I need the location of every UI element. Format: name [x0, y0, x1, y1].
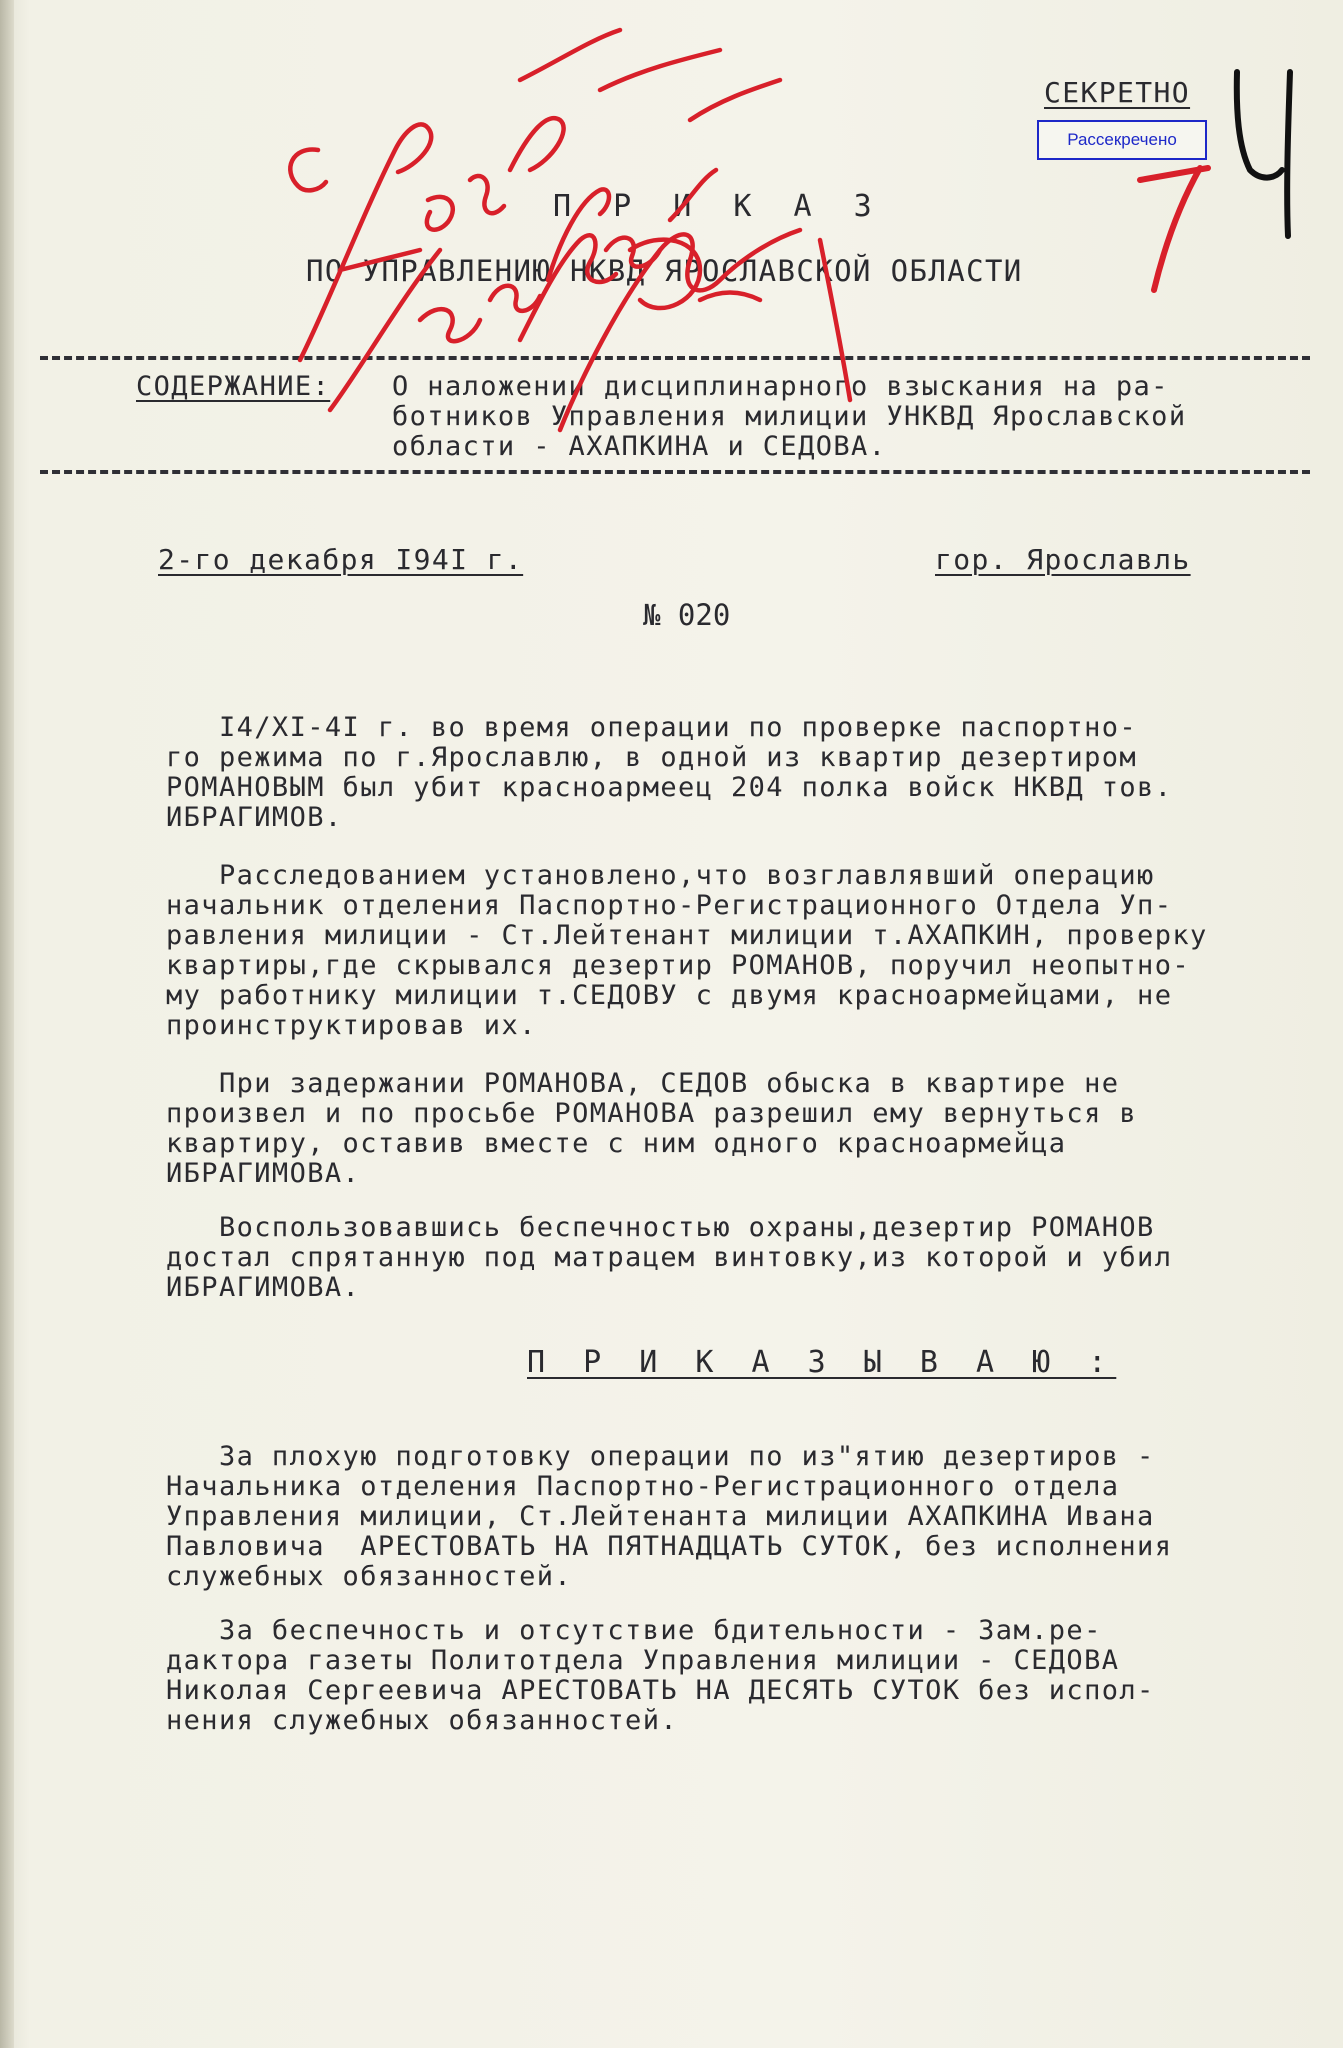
order-title: П Р И К А З	[553, 189, 884, 224]
paragraph-investigation: Расследованием установлено,что возглавлявший операцию начальник отделения Паспортно-Регистрационного Отдела Уп- равления милиции - Ст.Лейтенант милиции т.АХАПКИН, проверку квартиры,где скрывался дезертир РОМАНОВ, поручил неопытно- му работнику милиции т.СЕДОВУ с двумя красноармейцами, не проинструктировав их.	[166, 860, 1208, 1041]
content-text: О наложении дисциплинарного взыскания на ра- ботников Управления милиции УНКВД Ярославской области - АХАПКИНА и СЕДОВА.	[392, 371, 1187, 462]
red-pencil-stroke	[300, 118, 564, 360]
paragraph-escape: Воспользовавшись беспечностью охраны,дезертир РОМАНОВ достал спрятанную под матрацем винтовку,из которой и убил ИБРАГИМОВА.	[166, 1212, 1173, 1303]
red-pencil-stroke	[330, 170, 716, 410]
red-pencil-resolution	[290, 30, 1208, 430]
red-number-seven-icon	[1140, 168, 1208, 290]
red-pencil-stroke	[290, 150, 326, 191]
paragraph-order-akhapkin: За плохую подготовку операции по из"ятию дезертиров - Начальника отделения Паспортно-Регистрационного отдела Управления милиции, Ст.Лейтенанта милиции АХАПКИНА Ивана Павловича АРЕСТОВАТЬ НА ПЯТНАДЦАТЬ СУТОК, без исполнения служебных обязанностей.	[166, 1441, 1173, 1592]
order-subtitle: ПО УПРАВЛЕНИЮ НКВД ЯРОСЛАВСКОЙ ОБЛАСТИ	[306, 254, 1023, 288]
classification-mark: СЕКРЕТНО	[1044, 76, 1191, 109]
paragraph-order-sedov: За беспечность и отсутствие бдительности - Зам.ре- дактора газеты Политотдела Управления милиции - СЕДОВА Николая Сергеевича АРЕСТОВАТЬ НА ДЕСЯТЬ СУТОК без испол- нения служебных обязанностей.	[166, 1615, 1155, 1736]
paragraph-detention: При задержании РОМАНОВА, СЕДОВ обыска в квартире не произвел и по просьбе РОМАНОВА разрешил ему вернуться в квартиру, оставив вместе с ним одного красноармейца ИБРАГИМОВА.	[166, 1068, 1138, 1189]
order-heading: П Р И К А З Ы В А Ю :	[527, 1345, 1117, 1380]
content-label: СОДЕРЖАНИЕ:	[136, 371, 331, 402]
order-number: № 020	[643, 598, 731, 632]
sheet-number-four-icon	[1237, 72, 1290, 236]
black-marker-sheet-number	[1237, 72, 1290, 236]
red-pencil-stroke	[560, 230, 850, 430]
order-date: 2-го декабря I94I г.	[158, 543, 524, 576]
red-pencil-stroke	[520, 30, 780, 120]
order-city: гор. Ярославль	[935, 543, 1191, 576]
paragraph-incident: I4/XI-4I г. во время операции по проверке паспортно- го режима по г.Ярославлю, в одной из квартир дезертиром РОМАНОВЫМ был убит красноармеец 204 полка войск НКВД тов. ИБРАГИМОВ.	[166, 712, 1173, 833]
declassified-stamp: Рассекречено	[1037, 120, 1207, 160]
